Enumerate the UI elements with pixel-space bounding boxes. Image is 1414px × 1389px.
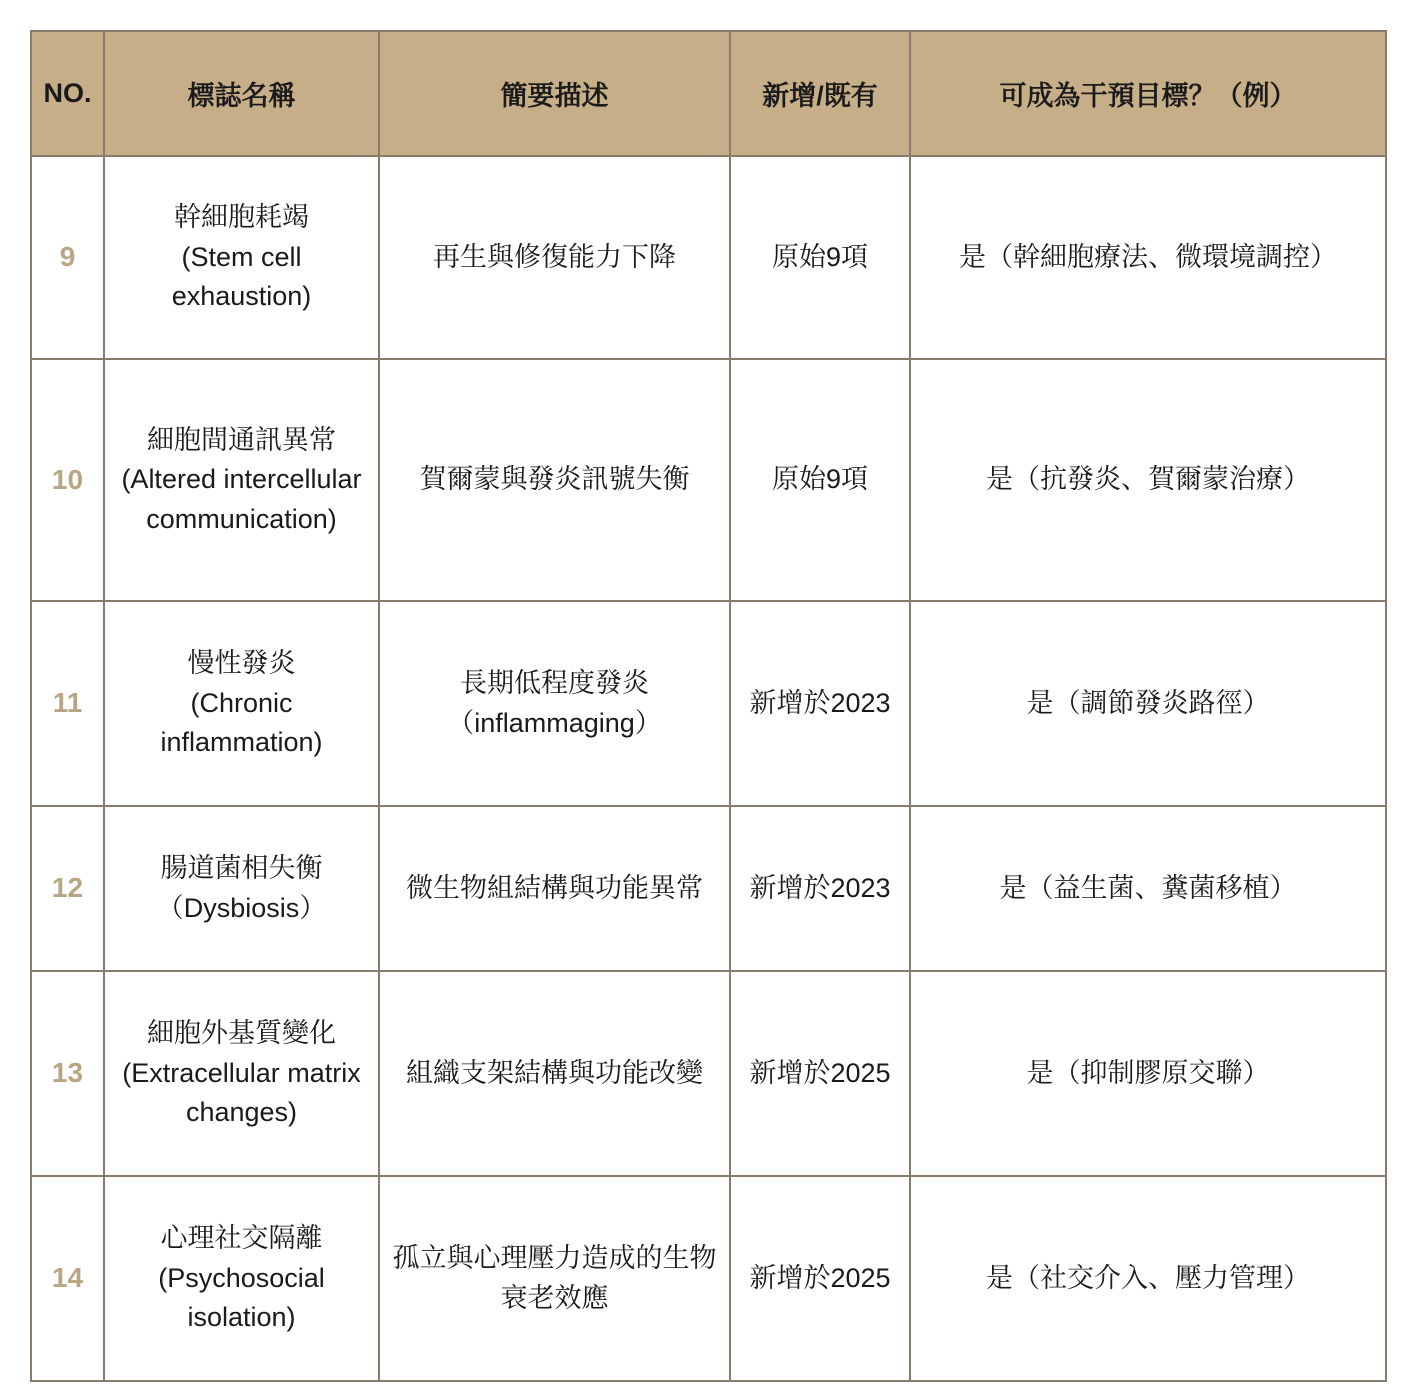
hallmarks-table <box>30 30 1387 1382</box>
hallmark-intervention: 是（抑制膠原交聯） <box>910 971 1386 1176</box>
hallmark-name <box>104 601 379 806</box>
hallmark-name-en: (Extracellular matrix changes) <box>122 1057 361 1128</box>
hallmark-name-zh: 慢性發炎 <box>187 648 296 679</box>
table-row <box>31 156 1386 359</box>
hallmark-name <box>104 156 379 359</box>
hallmark-name-en: (Altered intercellular communication) <box>121 464 362 534</box>
hallmark-intervention: 是（幹細胞療法、微環境調控） <box>910 156 1386 359</box>
header-description: 簡要描述 <box>379 31 730 156</box>
row-number: 9 <box>31 156 104 359</box>
header-name: 標誌名稱 <box>104 31 379 156</box>
hallmark-name-en: (Stem cell exhaustion) <box>171 241 312 312</box>
hallmark-name <box>104 806 379 971</box>
hallmark-intervention: 是（調節發炎路徑） <box>910 601 1386 806</box>
hallmark-name-en: (Psychosocial isolation) <box>158 1262 325 1333</box>
table-row <box>31 359 1386 601</box>
hallmark-name-en: (Chronic inflammation) <box>160 687 323 758</box>
hallmark-description: 再生與修復能力下降 <box>379 156 730 359</box>
table-row <box>31 806 1386 971</box>
hallmark-intervention: 是（益生菌、糞菌移植） <box>910 806 1386 971</box>
hallmark-name <box>104 971 379 1176</box>
hallmark-name-zh: 幹細胞耗竭 <box>174 202 309 233</box>
hallmark-status: 新增於2023 <box>730 601 910 806</box>
hallmark-description: 長期低程度發炎（inflammaging） <box>379 601 730 806</box>
hallmark-description: 孤立與心理壓力造成的生物衰老效應 <box>379 1176 730 1381</box>
hallmark-intervention: 是（抗發炎、賀爾蒙治療） <box>910 359 1386 601</box>
hallmark-status: 原始9項 <box>730 359 910 601</box>
hallmark-status: 新增於2025 <box>730 1176 910 1381</box>
hallmark-name <box>104 1176 379 1381</box>
header-status: 新增/既有 <box>730 31 910 156</box>
row-number: 13 <box>31 971 104 1176</box>
hallmark-description: 組織支架結構與功能改變 <box>379 971 730 1176</box>
table-header-row <box>31 31 1386 156</box>
table-row <box>31 971 1386 1176</box>
hallmark-description: 賀爾蒙與發炎訊號失衡 <box>379 359 730 601</box>
hallmark-name-en: （Dysbiosis） <box>156 892 327 923</box>
row-number: 14 <box>31 1176 104 1381</box>
row-number: 12 <box>31 806 104 971</box>
hallmark-name-zh: 心理社交隔離 <box>160 1223 323 1254</box>
row-number: 11 <box>31 601 104 806</box>
header-no: NO. <box>31 31 104 156</box>
hallmark-name-zh: 腸道菌相失衡 <box>160 853 323 884</box>
hallmark-status: 新增於2023 <box>730 806 910 971</box>
hallmark-name-zh: 細胞間通訊異常 <box>147 424 336 455</box>
table-row <box>31 1176 1386 1381</box>
row-number: 10 <box>31 359 104 601</box>
hallmark-status: 原始9項 <box>730 156 910 359</box>
header-intervention: 可成為干預目標？（例） <box>910 31 1386 156</box>
table-row <box>31 601 1386 806</box>
hallmark-name-zh: 細胞外基質變化 <box>147 1018 336 1049</box>
hallmark-intervention: 是（社交介入、壓力管理） <box>910 1176 1386 1381</box>
hallmark-name <box>104 359 379 601</box>
hallmark-description: 微生物組結構與功能異常 <box>379 806 730 971</box>
hallmark-status: 新增於2025 <box>730 971 910 1176</box>
